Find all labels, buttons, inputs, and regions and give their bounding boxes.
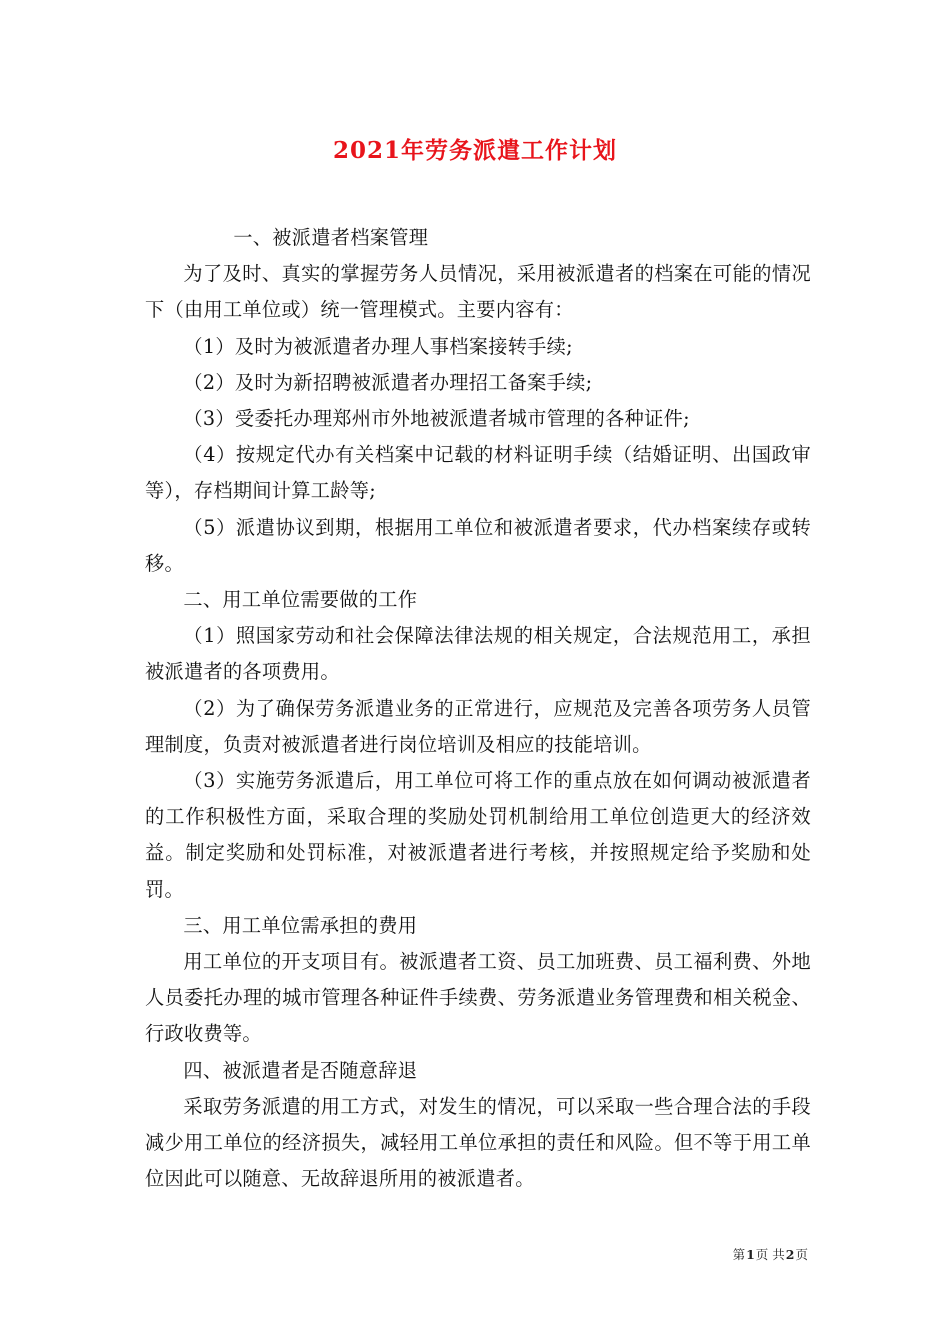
list-item: （4）按规定代办有关档案中记载的材料证明手续（结婚证明、出国政审等），存档期间计算工龄等; xyxy=(145,443,811,503)
document-title: 2021年劳务派遣工作计划 xyxy=(332,137,617,164)
list-item: （3）实施劳务派遣后，用工单位可将工作的重点放在如何调动被派遣者的工作积极性方面，采取合理的奖励处罚机制给用工单位创造更大的经济效益。制定奖励和处罚标准，对被派遣者进行考核，并按照规定给予奖励和处罚。 xyxy=(145,769,811,901)
list-item: （2）及时为新招聘被派遣者办理招工备案手续; xyxy=(183,370,593,394)
paragraph: 采取劳务派遣的用工方式，对发生的情况，可以采取一些合理合法的手段减少用工单位的经济损失，减轻用工单位承担的责任和风险。但不等于用工单位因此可以随意、无故辞退所用的被派遣者。 xyxy=(145,1094,811,1191)
section-heading-4: 四、被派遣者是否随意辞退 xyxy=(183,1058,418,1082)
page-number-footer xyxy=(733,1246,808,1264)
paragraph: 用工单位的开支项目有。被派遣者工资、员工加班费、员工福利费、外地人员委托办理的城市管理各种证件手续费、劳务派遣业务管理费和相关税金、行政收费等。 xyxy=(145,950,811,1046)
footer-prefix: 第 xyxy=(732,1247,746,1262)
list-item: （2）为了确保劳务派遣业务的正常进行，应规范及完善各项劳务人员管理制度，负责对被派遣者进行岗位培训及相应的技能培训。 xyxy=(145,696,811,756)
footer-suffix: 页 xyxy=(795,1247,808,1262)
total-pages-number: 2 xyxy=(785,1247,795,1262)
paragraph: 为了及时、真实的掌握劳务人员情况，采用被派遣者的档案在可能的情况下（由用工单位或）统一管理模式。主要内容有： xyxy=(145,262,811,322)
list-item: （3）受委托办理郑州市外地被派遣者城市管理的各种证件; xyxy=(183,407,690,431)
footer-middle: 页 共 xyxy=(755,1247,785,1262)
current-page-number: 1 xyxy=(746,1247,755,1262)
section-heading-1: 一、被派遣者档案管理 xyxy=(233,226,429,249)
list-item: （1）及时为被派遣者办理人事档案接转手续; xyxy=(183,334,573,358)
list-item: （1）照国家劳动和社会保障法律法规的相关规定，合法规范用工，承担被派遣者的各项费用。 xyxy=(145,624,811,684)
list-item: （5）派遣协议到期，根据用工单位和被派遣者要求，代办档案续存或转移。 xyxy=(145,515,811,575)
document-body xyxy=(145,220,811,1197)
section-heading-2: 二、用工单位需要做的工作 xyxy=(183,588,418,612)
section-heading-3: 三、用工单位需承担的费用 xyxy=(183,913,418,937)
